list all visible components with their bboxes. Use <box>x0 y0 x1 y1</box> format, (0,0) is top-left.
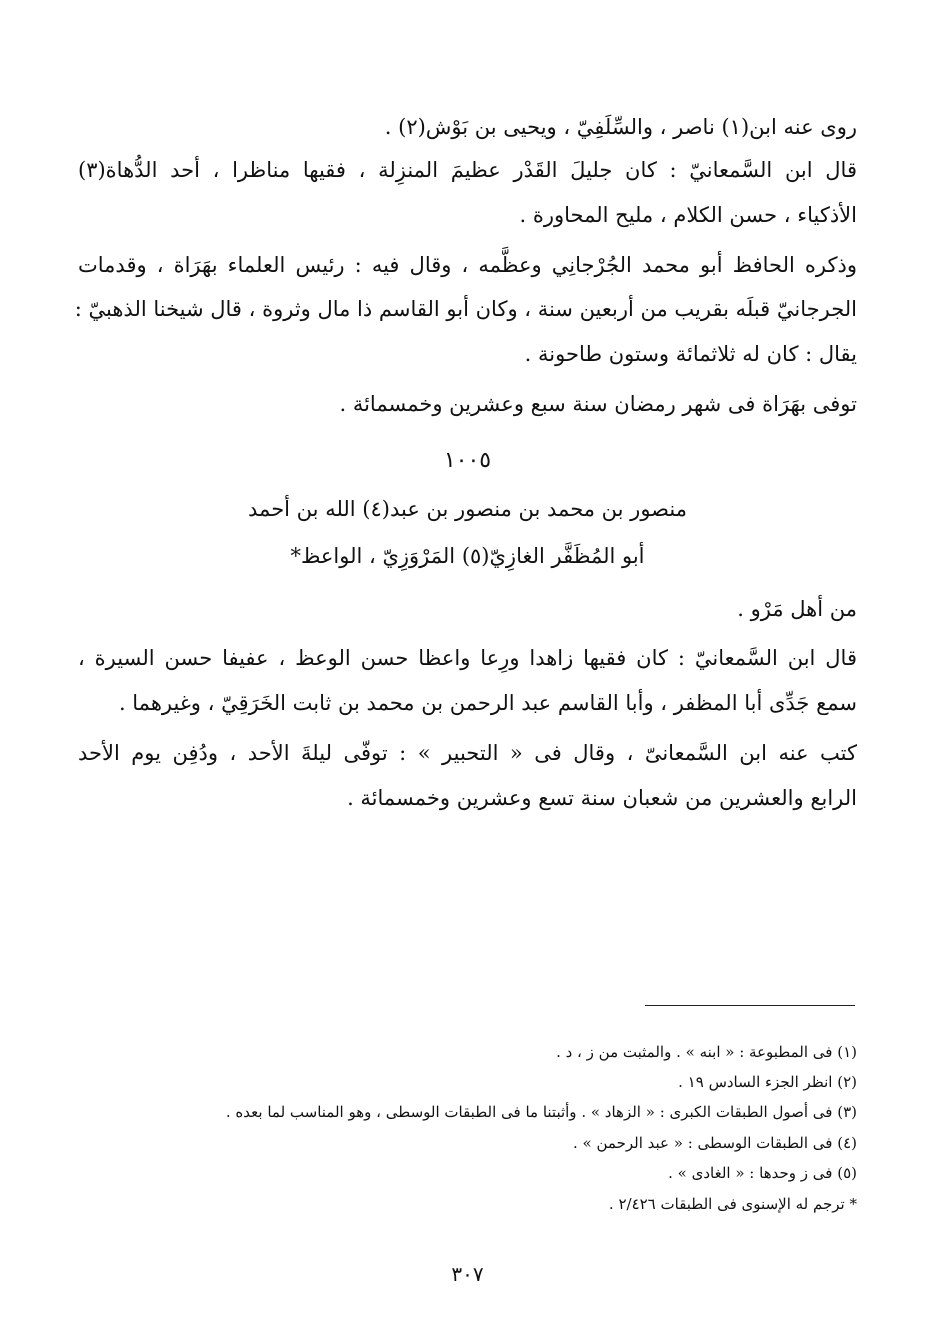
entry-name-line-2: أبو المُظَفَّر الغازِيّ(٥) المَرْوَزِيّ ، الواعظ* <box>290 544 645 568</box>
footnote-separator <box>645 1005 855 1006</box>
text-line: من أهل مَرْو . <box>737 597 857 621</box>
page-number: ٣٠٧ <box>451 1262 484 1286</box>
footnote: (٥) فى ز وحدها : « الغادى » . <box>668 1164 857 1182</box>
text-line: سمع جَدِّى أبا المظفر ، وأبا القاسم عبد الرحمن بن محمد بن ثابت الخَرَقِيّ ، وغيرهما . <box>118 691 857 715</box>
text-line: وذكره الحافظ أبو محمد الجُرْجانِي وعظَّمه ، وقال فيه : رئيس العلماء بهَرَاة ، وقدمات <box>78 253 857 277</box>
text-line: الرابع والعشرين من شعبان سنة تسع وعشرين وخمسمائة . <box>347 786 857 810</box>
text-line: روى عنه ابن(١) ناصر ، والسِّلَفِيّ ، ويحيى بن بَوْش(٢) . <box>384 115 857 139</box>
text-line: قال ابن السَّمعانيّ : كان فقيها زاهدا ورِعا واعظا حسن الوعظ ، عفيفا حسن السيرة ، <box>78 646 857 670</box>
text-line: الأذكياء ، حسن الكلام ، مليح المحاورة . <box>519 203 857 227</box>
text-line: كتب عنه ابن السَّمعانىّ ، وقال فى « التحبير » : توفّى ليلةَ الأحد ، ودُفِن يوم الأحد <box>78 741 857 765</box>
footnote: (٤) فى الطبقات الوسطى : « عبد الرحمن » . <box>573 1134 857 1152</box>
text-line: يقال : كان له ثلاثمائة وستون طاحونة . <box>524 342 857 366</box>
text-line: الجرجانيّ قبلَه بقريب من أربعين سنة ، وكان أبو القاسم ذا مال وثروة ، قال شيخنا الذهبيّ : <box>74 297 857 321</box>
footnote: * ترجم له الإسنوى فى الطبقات ٢/٤٢٦ . <box>608 1195 857 1213</box>
entry-number: ١٠٠٥ <box>443 448 492 473</box>
entry-name-line-1: منصور بن محمد بن منصور بن عبد(٤) الله بن أحمد <box>248 497 687 521</box>
footnote: (٢) انظر الجزء السادس ١٩ . <box>678 1073 857 1091</box>
footnote: (١) فى المطبوعة : « ابنه » . والمثبت من ز ، د . <box>556 1043 857 1061</box>
text-line: توفى بهَرَاة فى شهر رمضان سنة سبع وعشرين وخمسمائة . <box>339 392 857 416</box>
footnote: (٣) فى أصول الطبقات الكبرى : « الزهاد » . وأثبتنا ما فى الطبقات الوسطى ، وهو المناسب لما بعده . <box>225 1103 857 1121</box>
text-line: قال ابن السَّمعانيّ : كان جليلَ القَدْر عظيمَ المنزِلة ، فقيها مناظرا ، أحد الدُّهاة(٣) <box>78 158 857 182</box>
